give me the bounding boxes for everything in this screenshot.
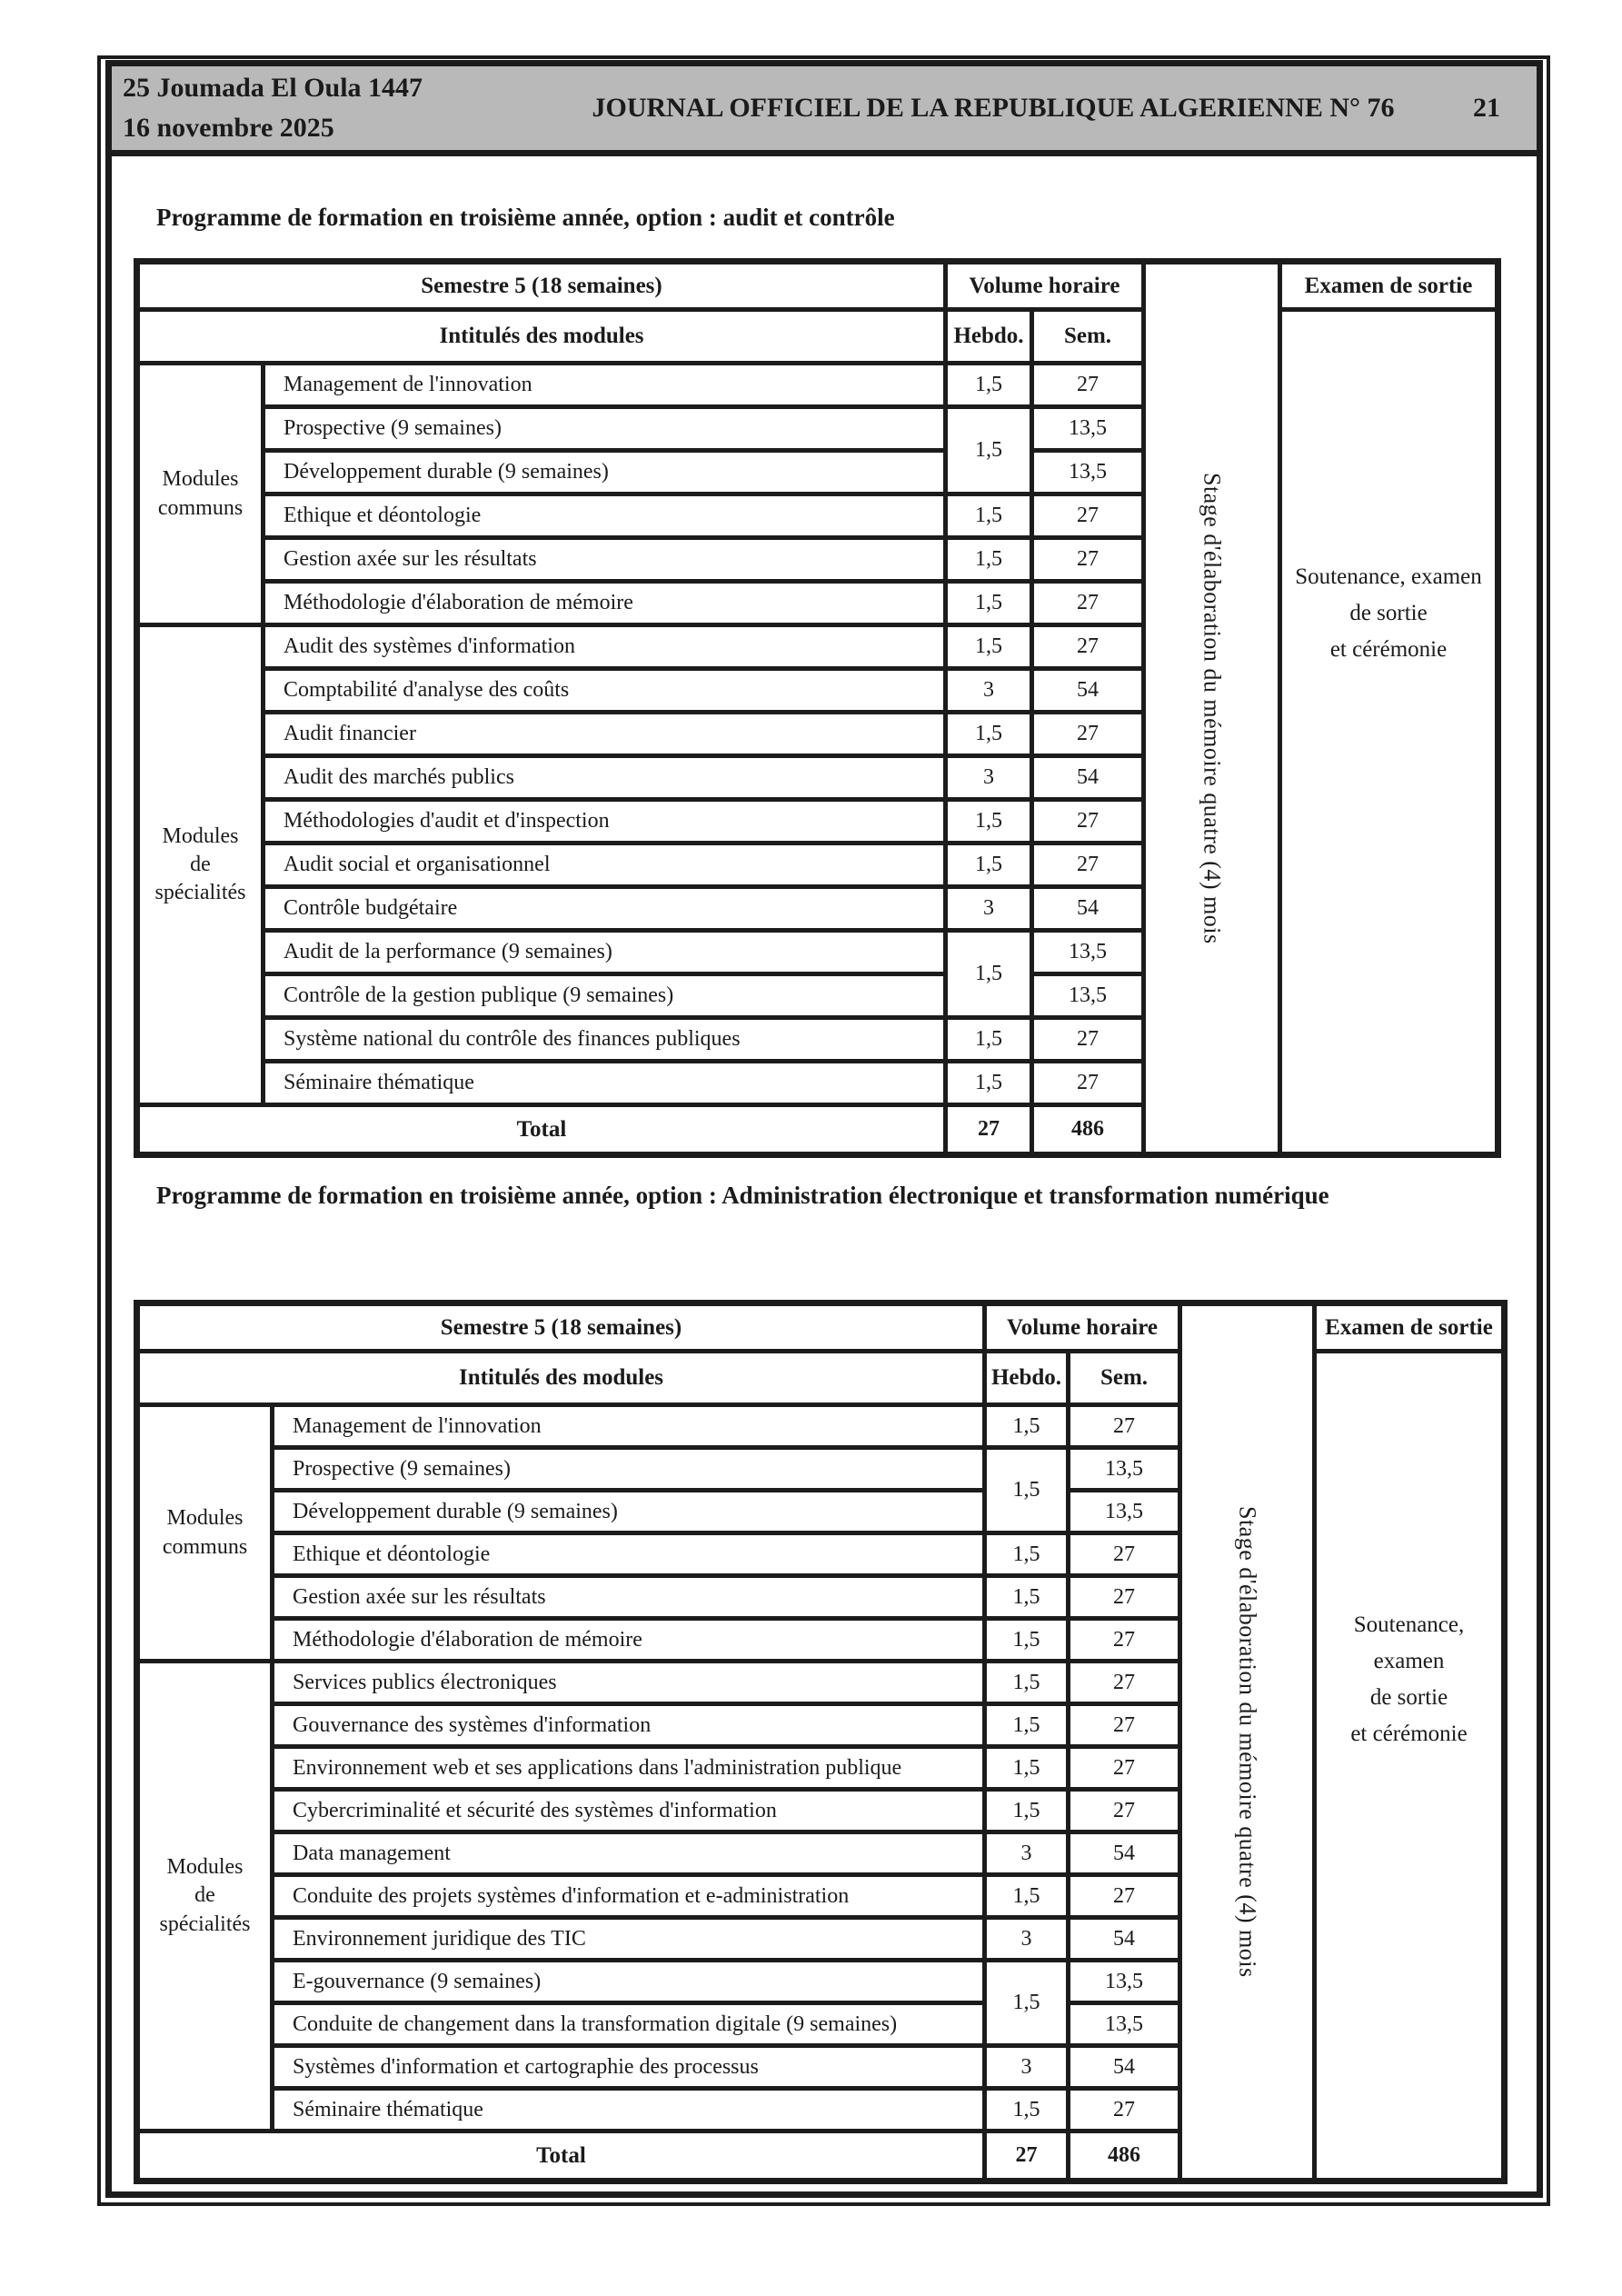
sem-value: 27 xyxy=(1032,1062,1144,1105)
sem-value: 13,5 xyxy=(1069,2003,1180,2046)
hebdo-value: 1,5 xyxy=(985,1961,1069,2046)
module-name: Méthodologies d'audit et d'inspection xyxy=(264,800,946,844)
module-name: Contrôle budgétaire xyxy=(264,887,946,931)
journal-title: JOURNAL OFFICIEL DE LA REPUBLIQUE ALGERIENNE N° 76 xyxy=(592,93,1395,123)
hebdo-value: 1,5 xyxy=(946,538,1032,582)
hebdo-value: 1,5 xyxy=(985,1448,1069,1533)
module-name: Audit financier xyxy=(264,713,946,756)
module-name: Conduite des projets systèmes d'information et e-administration xyxy=(273,1875,985,1918)
sem-value: 13,5 xyxy=(1069,1961,1180,2003)
module-group-label xyxy=(137,1662,273,2131)
stage-note-vertical-text: Stage d'élaboration du mémoire quatre (4) mois xyxy=(1199,472,1226,944)
sem-value: 54 xyxy=(1032,887,1144,931)
exam-note-line: examen xyxy=(1373,1648,1445,1673)
module-name: Contrôle de la gestion publique (9 semaines) xyxy=(264,974,946,1018)
module-name: Prospective (9 semaines) xyxy=(273,1448,985,1491)
hebdo-value: 1,5 xyxy=(985,1704,1069,1747)
hebdo-value: 1,5 xyxy=(985,1619,1069,1662)
sem-value: 27 xyxy=(1032,494,1144,538)
hebdo-value: 3 xyxy=(946,887,1032,931)
sem-value: 27 xyxy=(1069,2089,1180,2131)
hebdo-value: 1,5 xyxy=(946,800,1032,844)
module-group-label-line: Modules xyxy=(166,1855,244,1880)
module-name: Audit des marchés publics xyxy=(264,756,946,800)
sem-value: 27 xyxy=(1069,1704,1180,1747)
date-gregorian: 16 novembre 2025 xyxy=(123,113,334,143)
exam-note-line: de sortie xyxy=(1369,1684,1448,1710)
hebdo-value: 1,5 xyxy=(985,2089,1069,2131)
sem-value: 27 xyxy=(1069,1747,1180,1790)
sem-value: 54 xyxy=(1032,669,1144,713)
module-name: Comptabilité d'analyse des coûts xyxy=(264,669,946,713)
hebdo-value: 1,5 xyxy=(946,1018,1032,1062)
program-table-audit-controle xyxy=(134,258,1501,1158)
sem-value: 13,5 xyxy=(1032,451,1144,494)
hebdo-value: 3 xyxy=(946,756,1032,800)
hebdo-value: 1,5 xyxy=(946,364,1032,407)
module-group-label-line: de xyxy=(194,1883,215,1908)
total-sem: 486 xyxy=(1069,2131,1180,2181)
sem-value: 54 xyxy=(1032,756,1144,800)
semester-header: Semestre 5 (18 semaines) xyxy=(137,1303,985,1352)
module-group-label-line: communs xyxy=(162,1534,248,1559)
semester-header: Semestre 5 (18 semaines) xyxy=(137,262,946,310)
total-sem: 486 xyxy=(1032,1105,1144,1155)
module-name: Audit de la performance (9 semaines) xyxy=(264,931,946,974)
exam-note-line: Soutenance, xyxy=(1353,1612,1465,1637)
exam-note-line: de sortie xyxy=(1349,601,1428,625)
sem-value: 54 xyxy=(1069,1832,1180,1875)
hebdo-value: 3 xyxy=(946,669,1032,713)
total-hebdo: 27 xyxy=(985,2131,1069,2181)
module-name: Développement durable (9 semaines) xyxy=(264,451,946,494)
module-group-label-line: Modules xyxy=(162,824,239,848)
exam-header: Examen de sortie xyxy=(1315,1303,1505,1352)
hebdo-value: 1,5 xyxy=(946,582,1032,625)
hebdo-value: 1,5 xyxy=(946,844,1032,887)
module-name: Prospective (9 semaines) xyxy=(264,407,946,451)
masthead-band xyxy=(105,60,1543,156)
exam-note-line: et cérémonie xyxy=(1329,637,1448,662)
exam-header: Examen de sortie xyxy=(1280,262,1498,310)
stage-note-vertical-text: Stage d'élaboration du mémoire quatre (4) mois xyxy=(1234,1506,1261,1978)
module-group-label xyxy=(137,364,264,625)
hebdo-value: 1,5 xyxy=(946,407,1032,494)
hebdo-value: 1,5 xyxy=(985,1533,1069,1576)
module-name: Méthodologie d'élaboration de mémoire xyxy=(264,582,946,625)
table-header-row-2 xyxy=(137,310,1498,364)
sem-value: 27 xyxy=(1069,1533,1180,1576)
total-hebdo: 27 xyxy=(946,1105,1032,1155)
hebdo-header: Hebdo. xyxy=(946,310,1032,364)
sem-value: 27 xyxy=(1032,844,1144,887)
volume-horaire-header: Volume horaire xyxy=(946,262,1144,310)
exam-note-cell xyxy=(1280,310,1498,1155)
module-name: Management de l'innovation xyxy=(264,364,946,407)
hebdo-value: 3 xyxy=(985,1832,1069,1875)
hebdo-value: 3 xyxy=(985,2046,1069,2089)
hebdo-value: 3 xyxy=(985,1918,1069,1961)
sem-value: 27 xyxy=(1069,1875,1180,1918)
sem-value: 13,5 xyxy=(1032,931,1144,974)
module-group-label xyxy=(137,625,264,1105)
hebdo-value: 1,5 xyxy=(985,1405,1069,1448)
hebdo-value: 1,5 xyxy=(946,625,1032,669)
module-name: Cybercriminalité et sécurité des systèmes d'information xyxy=(273,1790,985,1832)
sem-value: 54 xyxy=(1069,1918,1180,1961)
sem-header: Sem. xyxy=(1032,310,1144,364)
exam-note-cell xyxy=(1315,1352,1505,2181)
sem-value: 27 xyxy=(1069,1576,1180,1619)
sem-value: 27 xyxy=(1032,713,1144,756)
module-name: Audit des systèmes d'information xyxy=(264,625,946,669)
sem-value: 27 xyxy=(1032,538,1144,582)
sem-value: 27 xyxy=(1032,625,1144,669)
module-group-label-line: Modules xyxy=(166,1506,244,1531)
module-name: Gouvernance des systèmes d'information xyxy=(273,1704,985,1747)
stage-note-cell xyxy=(1144,262,1280,1155)
total-label: Total xyxy=(137,1105,946,1155)
sem-value: 13,5 xyxy=(1032,407,1144,451)
module-name: Environnement juridique des TIC xyxy=(273,1918,985,1961)
exam-note xyxy=(1282,559,1495,668)
module-group-label-line: spécialités xyxy=(159,1912,251,1936)
sem-value: 27 xyxy=(1069,1405,1180,1448)
modules-header: Intitulés des modules xyxy=(137,1352,985,1405)
hebdo-value: 1,5 xyxy=(985,1576,1069,1619)
module-name: Développement durable (9 semaines) xyxy=(273,1491,985,1533)
sem-value: 27 xyxy=(1032,582,1144,625)
module-name: Ethique et déontologie xyxy=(273,1533,985,1576)
exam-note-line: Soutenance, examen xyxy=(1295,564,1482,589)
sem-value: 27 xyxy=(1069,1790,1180,1832)
module-name: Système national du contrôle des finances publiques xyxy=(264,1018,946,1062)
hebdo-value: 1,5 xyxy=(946,1062,1032,1105)
module-name: Ethique et déontologie xyxy=(264,494,946,538)
module-group-label-line: Modules xyxy=(162,467,239,492)
stage-note-cell xyxy=(1180,1303,1315,2181)
hebdo-value: 1,5 xyxy=(985,1790,1069,1832)
module-name: Séminaire thématique xyxy=(273,2089,985,2131)
table-header-row-1 xyxy=(137,262,1498,310)
table-header-row-1 xyxy=(137,1303,1505,1352)
sem-value: 13,5 xyxy=(1032,974,1144,1018)
module-name: Méthodologie d'élaboration de mémoire xyxy=(273,1619,985,1662)
page-number: 21 xyxy=(1473,93,1500,123)
module-name: Systèmes d'information et cartographie des processus xyxy=(273,2046,985,2089)
hebdo-value: 1,5 xyxy=(946,494,1032,538)
sem-value: 27 xyxy=(1069,1619,1180,1662)
program-title-audit-controle: Programme de formation en troisième année, option : audit et contrôle xyxy=(156,204,895,231)
module-group-label xyxy=(137,1405,273,1662)
hebdo-value: 1,5 xyxy=(985,1747,1069,1790)
modules-header: Intitulés des modules xyxy=(137,310,946,364)
exam-note xyxy=(1317,1607,1501,1752)
module-name: E-gouvernance (9 semaines) xyxy=(273,1961,985,2003)
module-name: Audit social et organisationnel xyxy=(264,844,946,887)
module-group-label-line: communs xyxy=(157,495,244,520)
module-name: Séminaire thématique xyxy=(264,1062,946,1105)
module-name: Gestion axée sur les résultats xyxy=(273,1576,985,1619)
date-hijri: 25 Joumada El Oula 1447 xyxy=(123,73,423,103)
total-label: Total xyxy=(137,2131,985,2181)
module-name: Gestion axée sur les résultats xyxy=(264,538,946,582)
exam-note-line: et cérémonie xyxy=(1350,1721,1468,1746)
hebdo-value: 1,5 xyxy=(946,931,1032,1018)
volume-horaire-header: Volume horaire xyxy=(985,1303,1180,1352)
hebdo-header: Hebdo. xyxy=(985,1352,1069,1405)
sem-value: 54 xyxy=(1069,2046,1180,2089)
sem-value: 13,5 xyxy=(1069,1448,1180,1491)
sem-header: Sem. xyxy=(1069,1352,1180,1405)
hebdo-value: 1,5 xyxy=(946,713,1032,756)
module-group-label-line: spécialités xyxy=(154,881,246,905)
module-name: Conduite de changement dans la transformation digitale (9 semaines) xyxy=(273,2003,985,2046)
program-table-administration-electronique xyxy=(134,1300,1508,2184)
sem-value: 27 xyxy=(1032,800,1144,844)
program-title-administration-electronique: Programme de formation en troisième année, option : Administration électronique et transformation numérique xyxy=(156,1182,1329,1209)
sem-value: 27 xyxy=(1069,1662,1180,1704)
module-group-label-line: de xyxy=(190,852,211,876)
sem-value: 13,5 xyxy=(1069,1491,1180,1533)
module-name: Services publics électroniques xyxy=(273,1662,985,1704)
hebdo-value: 1,5 xyxy=(985,1662,1069,1704)
hebdo-value: 1,5 xyxy=(985,1875,1069,1918)
masthead-dates xyxy=(123,68,513,148)
module-name: Environnement web et ses applications dans l'administration publique xyxy=(273,1747,985,1790)
sem-value: 27 xyxy=(1032,1018,1144,1062)
sem-value: 27 xyxy=(1032,364,1144,407)
module-name: Management de l'innovation xyxy=(273,1405,985,1448)
module-name: Data management xyxy=(273,1832,985,1875)
